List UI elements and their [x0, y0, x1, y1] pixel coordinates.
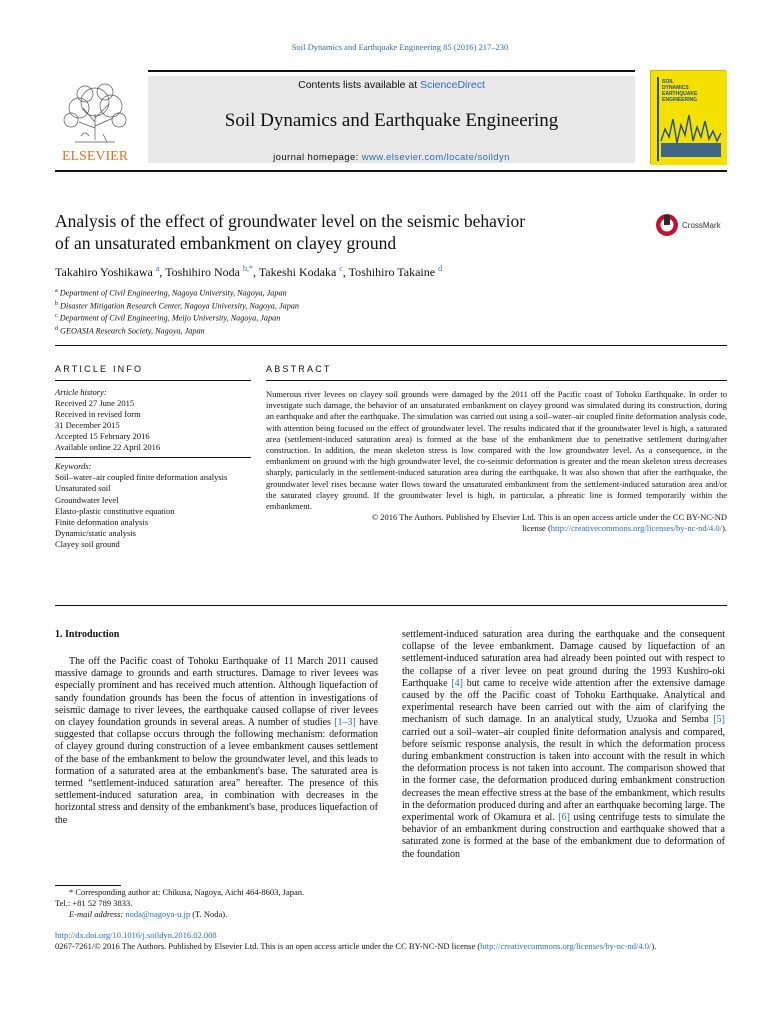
intro-paragraph-cont: settlement-induced saturation area during the earthquake and the consequent collapse of the levee embankment. Damage caused by liquefaction of an settlement-induced saturation area had already been pointed out with respect to the collapse of a river levee on peat ground during the 1993 Kushiro-oki Earthquake [4] but came to receive wide attention after the extensive damage caused by the off the Pacific coast of Tohoku Earthquake. Analytical and experimental research have been carried out with the aim of clarifying the mechanism of such damage. In an analytical study, Uzuoka and Semba [5] carried out a soil–water–air coupled finite deformation analysis and compared, before seismic response analysis, the result in which the deformation process during embankment construction is taken into account with the result in which the deformation process is not taken into account. The comparison showed that in the former case, the deformation produced during embankment construction decreases the mean effective stress at the base of the embankment, which results in the deformation produced during and after an earthquake becoming large. The experimental work of Okamura et al. [6] using centrifuge tests to simulate the behavior of an embankment during construction and earthquake showed that a saturated zone is formed at the base of the embankment due to deformation of the foundation — [402, 629, 725, 860]
svg-text:EARTHQUAKE: EARTHQUAKE — [662, 91, 698, 97]
author[interactable]: Toshihiro Noda $^{b,*}$ — [165, 264, 254, 279]
author[interactable]: Takahiro Yoshikawa $^a$ — [55, 264, 160, 279]
license-footer-link[interactable]: http://creativecommons.org/licenses/by-nc-nd/4.0/ — [480, 941, 652, 951]
keyword: Clayey soil ground — [55, 539, 120, 550]
header-rule — [148, 70, 635, 72]
abstract-heading: ABSTRACT — [266, 364, 332, 374]
divider — [55, 380, 251, 381]
affiliation: $^b$ Disaster Mitigation Research Center, Nagoya University, Nagoya, Japan — [55, 300, 299, 311]
doi-link[interactable]: http://dx.doi.org/10.1016/j.soildyn.2016.02.008 — [55, 930, 217, 940]
keywords: Keywords: Soil–water–air coupled finite deformation analysis Unsaturated soil Groundwater level Elasto-plastic constitutive equation Finite deformation analysis Dynamic/static analysis Clayey soil ground — [55, 461, 228, 550]
svg-text:ENGINEERING: ENGINEERING — [662, 97, 698, 103]
journal-homepage: journal homepage: www.elsevier.com/locate/soildyn — [273, 152, 510, 163]
crossmark-badge[interactable] — [655, 211, 735, 239]
divider — [55, 605, 727, 606]
body-column-right — [402, 629, 725, 861]
footnote-rule — [55, 885, 121, 886]
cover-art — [651, 71, 727, 165]
intro-paragraph: The off the Pacific coast of Tohoku Earthquake of 11 March 2011 caused massive damage to grounds and earth structures. Damage to river levees was especially prominent and has received much attention. Although liquefaction of sandy foundation grounds has been the focus of attention in investigations of seismic damage to river levees, the earthquake caused collapse of river levees on clayey foundation grounds in several areas. A number of studies [1–3] have suggested that collapse occurs through the following mechanism: deformation of clayey ground during construction of a levee embankment causes settlement of the base of the embankment to below the groundwater level, and this leads to formation of a saturated area at the embankment's base. The saturated area is termed “settlement-induced saturation area” hereafter. The presence of this settlement-induced saturation area, in combination with decreases in the horizontal stress and density of the embankment's base, produces liquefaction of the — [55, 656, 378, 826]
body-column-left — [55, 656, 378, 827]
corresponding-author-footnote: * Corresponding author at: Chikusa, Nagoya, Aichi 464-8603, Japan. Tel.: +81 52 789 3833. E-mail address: noda@nagoya-u.jp (T. Noda). — [55, 887, 305, 919]
paper-title: Analysis of the effect of groundwater level on the seismic behavior of an unsaturated embankment on clayey ground — [55, 211, 526, 253]
citation-link[interactable]: [5] — [713, 714, 725, 726]
article-history: Article history: Received 27 June 2015 Received in revised form 31 December 2015 Accepted 15 February 2016 Available online 22 April 2016 — [55, 387, 161, 452]
elsevier-wordmark: ELSEVIER — [61, 149, 129, 164]
journal-citation[interactable]: Soil Dynamics and Earthquake Engineering 85 (2016) 217–230 — [291, 42, 509, 52]
copyright-notice: © 2016 The Authors. Published by Elsevier Ltd. This is an open access article under the CC BY-NC-ND license (http://creativecommons.org/licenses/by-nc-nd/4.0/). — [371, 512, 727, 534]
keyword: Elasto-plastic constitutive equation — [55, 505, 175, 516]
header-bottom-rule — [55, 170, 727, 172]
divider — [266, 380, 727, 381]
sciencedirect-link[interactable]: ScienceDirect — [420, 79, 485, 91]
license-link[interactable]: http://creativecommons.org/licenses/by-nc-nd/4.0/ — [550, 523, 723, 534]
keyword: Dynamic/static analysis — [55, 528, 136, 539]
affiliations — [55, 286, 299, 337]
divider — [55, 457, 251, 458]
keyword: Groundwater level — [55, 494, 119, 505]
elsevier-tree-logo — [55, 78, 135, 164]
citation-link[interactable]: [6] — [558, 812, 571, 824]
keyword: Soil–water–air coupled finite deformation analysis — [55, 472, 228, 483]
svg-text:CrossMark: CrossMark — [682, 221, 721, 230]
journal-cover[interactable] — [650, 70, 726, 164]
section-heading: 1. Introduction — [55, 629, 120, 640]
affiliation: $^d$ GEOASIA Research Society, Nagoya, Japan — [55, 326, 205, 336]
contents-line: Contents lists available at ScienceDirect — [298, 79, 485, 91]
citation-link[interactable]: [4] — [451, 677, 463, 689]
license-footer: 0267-7261/© 2016 The Authors. Published by Elsevier Ltd. This is an open access article under the CC BY-NC-ND license (http://creativecommons.org/licenses/by-nc-nd/4.0/). — [55, 941, 657, 951]
author[interactable]: Takeshi Kodaka $^c$ — [258, 264, 343, 279]
keyword: Finite deformation analysis — [55, 517, 149, 528]
svg-text:SOIL: SOIL — [662, 79, 674, 85]
affiliation: $^a$ Department of Civil Engineering, Nagoya University, Nagoya, Japan — [55, 288, 287, 298]
author-list: Takahiro Yoshikawa $^a$, Toshihiro Noda $^{b,*}$, Takeshi Kodaka $^c$, Toshihiro Takaine $^d$ — [55, 264, 443, 279]
citation-link[interactable]: [1–3] — [334, 717, 356, 729]
keyword: Unsaturated soil — [55, 483, 111, 494]
email-link[interactable]: noda@nagoya-u.jp — [125, 909, 191, 919]
journal-title: Soil Dynamics and Earthquake Engineering — [224, 110, 559, 131]
affiliation: $^c$ Department of Civil Engineering, Meijo University, Nagoya, Japan — [55, 313, 281, 324]
divider — [55, 345, 727, 346]
article-info-heading: ARTICLE INFO — [55, 364, 144, 374]
abstract-body: Numerous river levees on clayey soil grounds were damaged by the 2011 off the Pacific coast of Tohoku Earthquake. In order to investigate such damage, the behavior of an unsaturated embankment on clayey ground was simulated during its construction, during an earthquake and after the earthquake. The simulation was carried out using a soil–water–air coupled finite deformation analysis code, with attention being focused on the effect of groundwater level. The results indicated that if the groundwater level is high, a saturated area (settlement-induced saturation area) is formed at the base of the embankment due to penetrative settlement during/after construction. In addition, the mean skeleton stress is low compared with the low groundwater level. As a consequence, in the embankment on ground with the high groundwater level, the co-seismic deformation is greater and the mean skeleton stress decreases sharply, particularly in the settlement-induced saturation area during the earthquake. It was also shown that after the earthquake, the groundwater level rises because water flows toward the unsaturated embankment from the settlement-induced saturation area and/or the saturated clayey ground. If the groundwater level is high, in particular, a phreatic line is formed temporarily within the embankment. © 2016 The Authors. Published by Elsevier Ltd. This is an open access article under the CC BY-NC-ND license (http://creativecommons.org/licenses/by-nc-nd/4.0/). — [266, 389, 727, 534]
svg-text:DYNAMICS: DYNAMICS — [662, 85, 689, 91]
homepage-link[interactable]: www.elsevier.com/locate/soildyn — [361, 152, 510, 163]
author[interactable]: Toshihiro Takaine $^d$ — [348, 264, 443, 279]
